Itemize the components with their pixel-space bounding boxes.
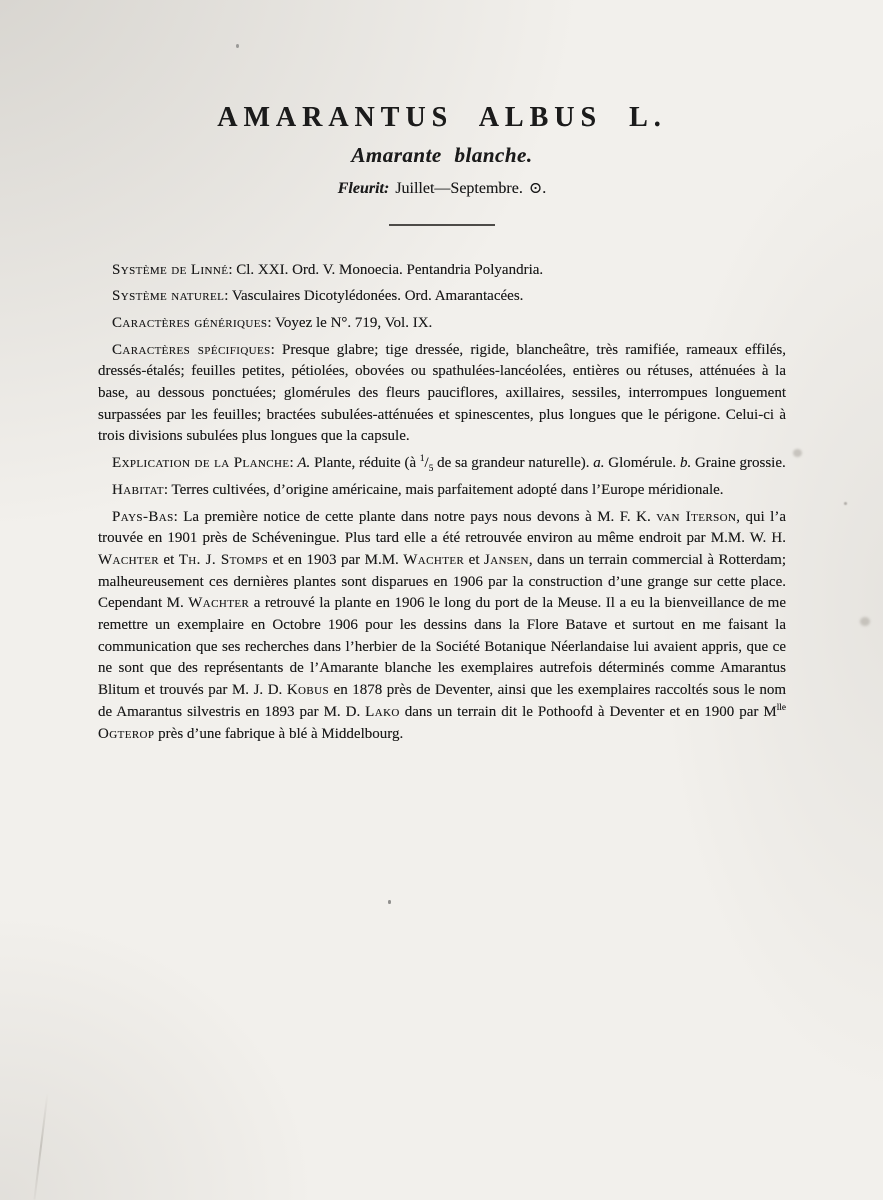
paper-speck	[236, 44, 239, 48]
species-header	[98, 104, 786, 226]
description-body	[98, 260, 786, 746]
species-title: AMARANTUS ALBUS L.	[217, 102, 667, 133]
paragraph-systeme-naturel: Système naturel: Vasculaires Dicotylédonées. Ord. Amarantacées.	[112, 288, 524, 305]
paragraph-caracteres-generiques: Caractères génériques: Voyez le N°. 719, Vol. IX.	[112, 314, 433, 331]
paper-speck	[860, 617, 870, 626]
paragraph-explication-planche: Explication de la Planche: A. Plante, réduite (à $^1/_5$ de sa grandeur naturelle). a. Glomérule. b. Graine grossie.	[112, 454, 786, 475]
paragraph-habitat: Habitat: Terres cultivées, d’origine américaine, mais parfaitement adopté dans l’Europe méridionale.	[112, 481, 724, 498]
paragraph-pays-bas: Pays-Bas: La première notice de cette plante dans notre pays nous devons à M. F. K. van Iterson, qui l’a trouvée en 1901 près de Schéveningue. Plus tard elle a été retrouvée environ au même endroit par M.M. W. H. Wachter et Th. J. Stomps et en 1903 par M.M. Wachter et Jansen, dans un terrain commercial à Rotterdam; malheureusement ces dernières plantes sont disparues en 1906 par la construction d’une grange sur cette place. Cependant M. Wachter a retrouvé la plante en 1906 le long du port de la Meuse. Il a eu la bienveillance de me remettre un exemplaire en Octobre 1906 pour les dessins dans la Flore Batave et surtout en me faisant la communication que ses recherches dans l’herbier de la Société Botanique Néerlandaise lui avaient appris, que ce ne sont que des représentants de l’Amarante blanche les exemplaires autrefois déterminés comme Amarantus Blitum et trouvés par M. J. D. Kobus en 1878 près de Deventer, ainsi que les exemplaires raccoltés sous le nom de Amarantus silvestris en 1893 par M. D. Lako dans un terrain dit le Pothoofd à Deventer et en 1900 par $M^{lle}$ Ogterop près d’une fabrique à blé à Middelbourg.	[98, 508, 787, 742]
species-subtitle: Amarante blanche.	[351, 143, 533, 167]
paper-speck	[388, 900, 391, 904]
divider-rule	[389, 224, 495, 226]
paragraph-systeme-de-linne: Système de Linné: Cl. XXI. Ord. V. Monoecia. Pentandria Polyandria.	[112, 261, 544, 278]
paper-speck	[793, 449, 802, 457]
paper-speck	[844, 502, 847, 505]
paper-crease	[33, 1092, 48, 1199]
flowering-period: Fleurit: Juillet—Septembre. ⊙.	[337, 180, 547, 197]
paragraph-caracteres-specifiques: Caractères spécifiques: Presque glabre; tige dressée, rigide, blancheâtre, très ramifiée, rameaux effilés, dressés-étalés; feuilles petites, pétiolées, obovées ou spathulées-lancéolées, entières ou rétuses, atténuées à la base, au dessous ponctuées; glomérules des fleurs pauciflores, axillaires, sessiles, interrompues longuement surpassées par les feuilles; bractées subulées-atténuées et spinescentes, plus longues que le périgone. Celui-ci à trois divisions subulées plus longues que la capsule.	[98, 341, 786, 445]
